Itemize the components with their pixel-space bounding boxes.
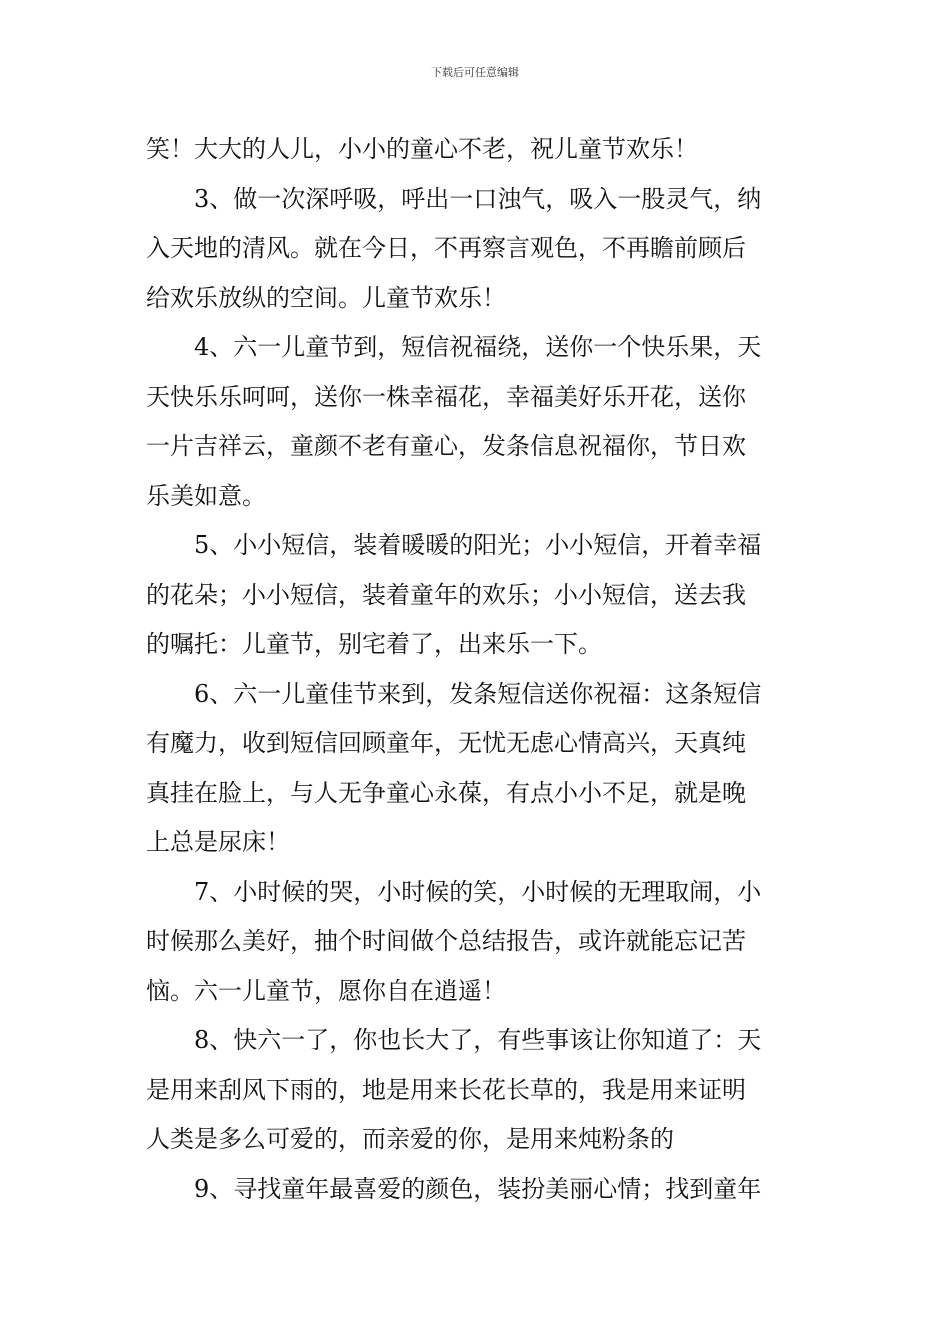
text-line: 恼。六一儿童节，愿你自在逍遥！ (146, 976, 506, 1005)
text-line: 人类是多么可爱的，而亲爱的你，是用来炖粉条的 (146, 1125, 674, 1153)
page-header: 下载后可任意编辑 (431, 66, 519, 79)
text-line: 5、小小短信，装着暖暖的阳光；小小短信，开着幸福 (194, 531, 762, 559)
text-line: 8、快六一了，你也长大了，有些事该让你知道了：天 (194, 1026, 762, 1054)
text-line: 天快乐乐呵呵，送你一株幸福花，幸福美好乐开花，送你 (146, 382, 746, 411)
text-line: 乐美如意。 (146, 481, 266, 510)
text-line: 真挂在脸上，与人无争童心永葆，有点小小不足，就是晚 (146, 778, 746, 807)
text-line: 9、寻找童年最喜爱的颜色，装扮美丽心情；找到童年 (194, 1174, 762, 1203)
text-line: 7、小时候的哭，小时候的笑，小时候的无理取闹，小 (194, 877, 762, 906)
text-line: 的花朵；小小短信，装着童年的欢乐；小小短信，送去我 (146, 580, 746, 609)
text-line: 给欢乐放纵的空间。儿童节欢乐！ (146, 283, 506, 312)
text-line: 时候那么美好，抽个时间做个总结报告，或许就能忘记苦 (146, 927, 746, 955)
text-line: 4、六一儿童节到，短信祝福绕，送你一个快乐果，天 (194, 333, 762, 361)
text-line: 是用来刮风下雨的，地是用来长花长草的，我是用来证明 (146, 1075, 746, 1104)
text-line: 有魔力，收到短信回顾童年，无忧无虑心情高兴，天真纯 (146, 729, 746, 757)
text-line: 的嘱托：儿童节，别宅着了，出来乐一下。 (146, 630, 602, 658)
text-line: 入天地的清风。就在今日，不再察言观色，不再瞻前顾后 (146, 234, 746, 262)
text-line: 3、做一次深呼吸，呼出一口浊气，吸入一股灵气，纳 (194, 184, 762, 213)
text-line: 笑！大大的人儿，小小的童心不老，祝儿童节欢乐！ (146, 135, 698, 163)
text-line: 6、六一儿童佳节来到，发条短信送你祝福：这条短信 (194, 679, 762, 708)
text-line: 上总是尿床！ (146, 828, 290, 856)
document-body (146, 125, 808, 1214)
text-line: 一片吉祥云，童颜不老有童心，发条信息祝福你，节日欢 (146, 432, 746, 460)
